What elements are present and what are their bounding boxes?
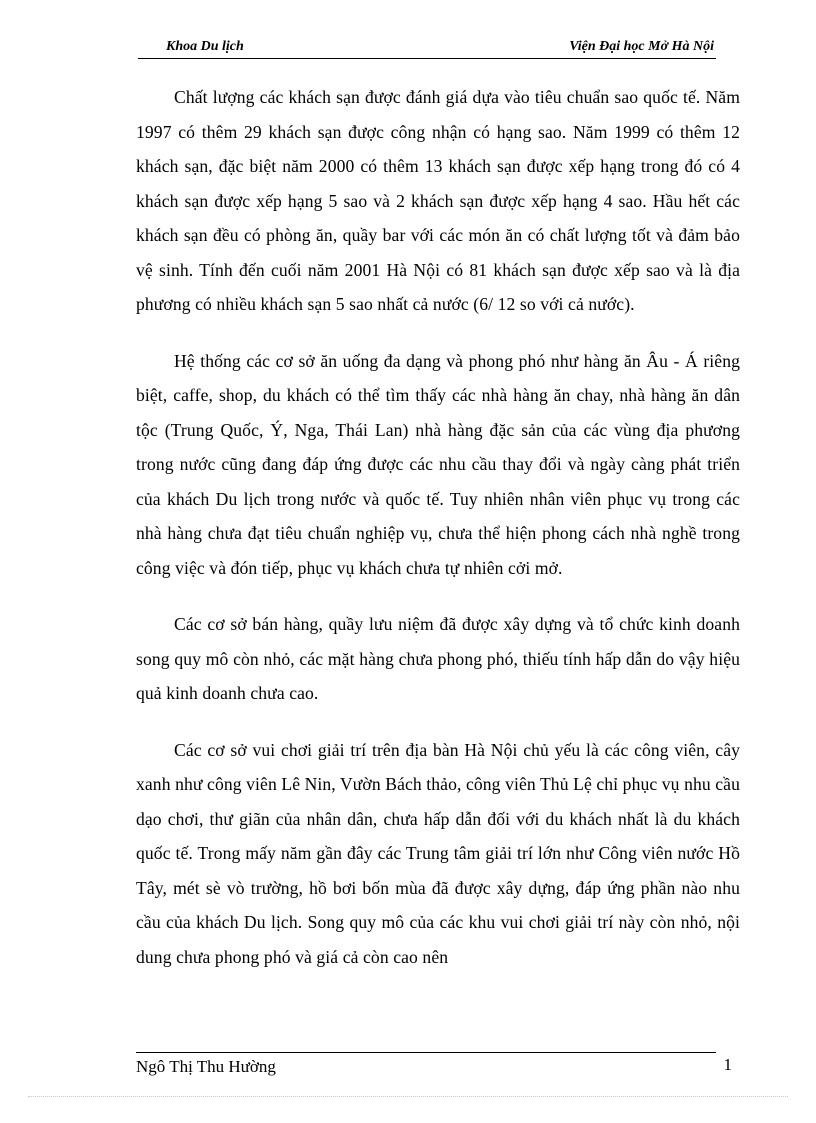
page-header [138,36,716,59]
paragraph-restaurants: Hệ thống các cơ sở ăn uống đa dạng và phong phó như hàng ăn Âu - Á riêng biệt, caffe, shop, du khách có thể tìm thấy các nhà hàng ăn chay, nhà hàng ăn dân tộc (Trung Quốc, Ý, Nga, Thái Lan) nhà hàng đặc sản của các vùng địa phương trong nước cũng đang đáp ứng được các nhu cầu thay đổi và ngày càng phát triển của khách Du lịch trong nước và quốc tế. Tuy nhiên nhân viên phục vụ trong các nhà hàng chưa đạt tiêu chuẩn nghiệp vụ, chưa thể hiện phong cách nhà nghề trong công việc và đón tiếp, phục vụ khách chưa tự nhiên cởi mở. [136,350,740,578]
paragraph-entertainment: Các cơ sở vui chơi giải trí trên địa bàn Hà Nội chủ yếu là các công viên, cây xanh như công viên Lê Nin, Vườn Bách thảo, công viên Thủ Lệ chỉ phục vụ nhu cầu dạo chơi, thư giãn của nhân dân, chưa hấp dẫn đối với du khách nhất là du khách quốc tế. Trong mấy năm gần đây các Trung tâm giải trí lớn như Công viên nước Hồ Tây, mét sè vò trường, hồ bơi bốn mùa đã được xây dựng, đáp ứng phần nào nhu cầu của khách Du lịch. Song quy mô của các khu vui chơi giải trí này còn nhỏ, nội dung chưa phong phó và giá cả còn cao nên [136,739,740,967]
footer-divider [136,1052,716,1053]
body-text [136,80,740,996]
header-institution: Viện Đại học Mở Hà Nội [569,39,714,54]
header-faculty: Khoa Du lịch [166,39,244,54]
page-bottom-separator [28,1096,788,1097]
paragraph-shops: Các cơ sở bán hàng, quầy lưu niệm đã được xây dựng và tổ chức kinh doanh song quy mô còn nhỏ, các mặt hàng chưa phong phó, thiếu tính hấp dẫn do vậy hiệu quả kinh doanh chưa cao. [136,614,740,703]
paragraph-hotels: Chất lượng các khách sạn được đánh giá dựa vào tiêu chuẩn sao quốc tế. Năm 1997 có thêm 29 khách sạn được công nhận có hạng sao. Năm 1999 có thêm 12 khách sạn, đặc biệt năm 2000 có thêm 13 khách sạn được xếp hạng trong đó có 4 khách sạn được xếp hạng 5 sao và 2 khách sạn được xếp hạng 4 sao. Hầu hết các khách sạn đều có phòng ăn, quầy bar với các món ăn có chất lượng tốt và đảm bảo vệ sinh. Tính đến cuối năm 2001 Hà Nội có 81 khách sạn được xếp sao và là địa phương có nhiều khách sạn 5 sao nhất cả nước (6/ 12 so với cả nước). [136,87,740,314]
page-number: 1 [723,1055,732,1074]
footer-author: Ngô Thị Thu Hường [136,1057,276,1076]
